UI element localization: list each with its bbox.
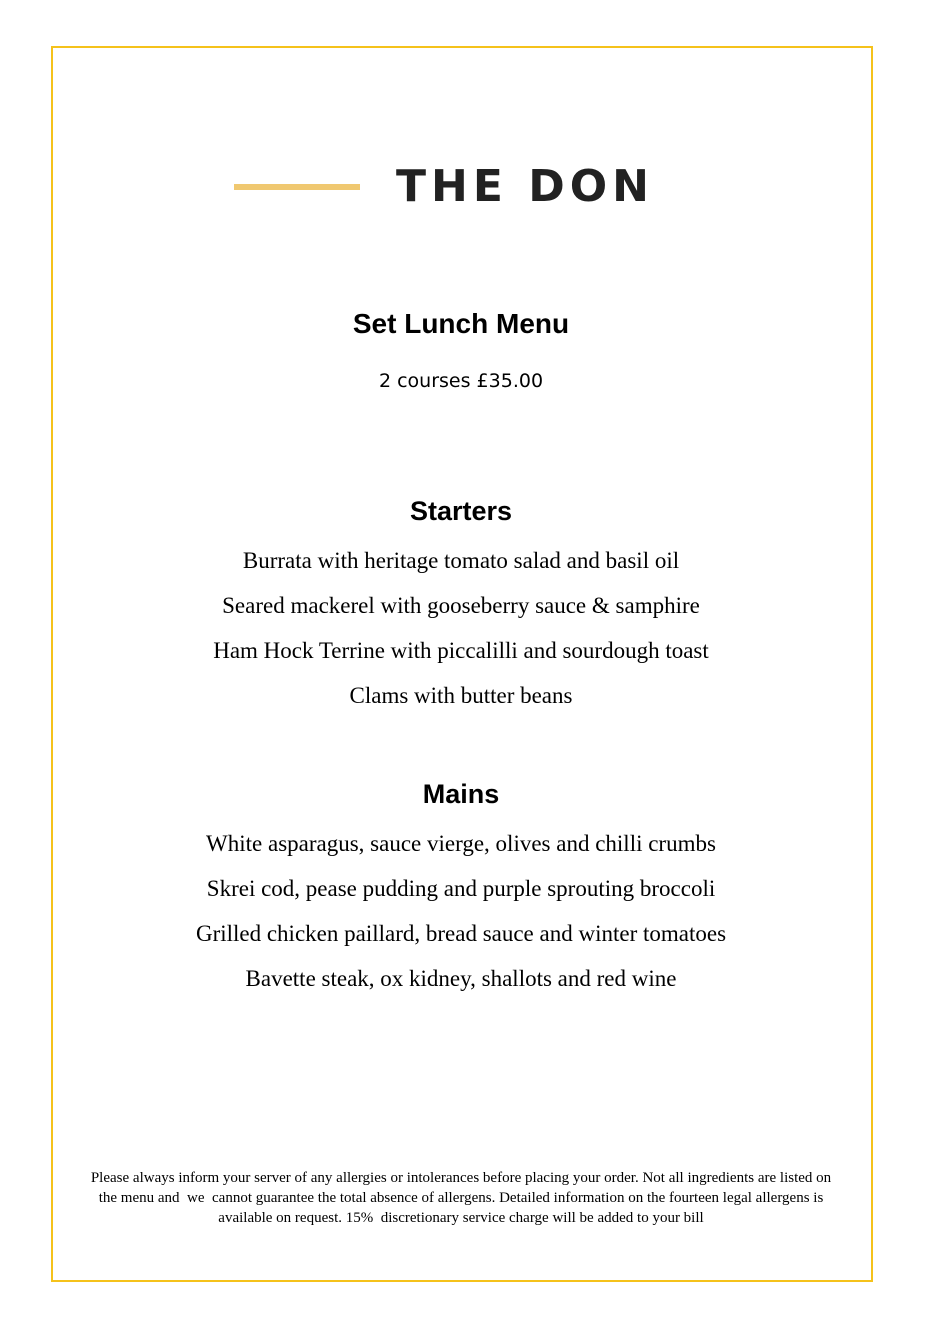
dish-item: Ham Hock Terrine with piccalilli and sourdough toast bbox=[213, 638, 709, 663]
menu-title: Set Lunch Menu bbox=[352, 308, 570, 339]
dish-item: Burrata with heritage tomato salad and basil oil bbox=[242, 548, 680, 573]
menu-price: 2 courses £35.00 bbox=[378, 370, 544, 392]
logo-accent-rule bbox=[234, 184, 360, 190]
dish-item: Skrei cod, pease pudding and purple sprouting broccoli bbox=[206, 876, 716, 901]
allergen-notice-line: Please always inform your server of any allergies or intolerances before placing your order. Not all ingredients are listed on bbox=[90, 1170, 832, 1186]
dish-item: Bavette steak, ox kidney, shallots and red wine bbox=[245, 966, 677, 991]
dish-item: Grilled chicken paillard, bread sauce and winter tomatoes bbox=[195, 921, 727, 946]
dish-item: White asparagus, sauce vierge, olives and chilli crumbs bbox=[206, 831, 716, 856]
section-heading-starters: Starters bbox=[409, 496, 513, 526]
allergen-notice-line: available on request. 15% discretionary service charge will be added to your bill bbox=[218, 1210, 704, 1226]
section-heading-mains: Mains bbox=[422, 779, 500, 809]
allergen-notice bbox=[60, 1168, 862, 1228]
dish-item: Clams with butter beans bbox=[349, 683, 573, 708]
allergen-notice-line: the menu and we cannot guarantee the total absence of allergens. Detailed information on the fourteen legal allergens is bbox=[98, 1190, 824, 1206]
dish-item: Seared mackerel with gooseberry sauce & samphire bbox=[222, 593, 700, 618]
logo-wordmark: THE DON bbox=[396, 161, 654, 212]
